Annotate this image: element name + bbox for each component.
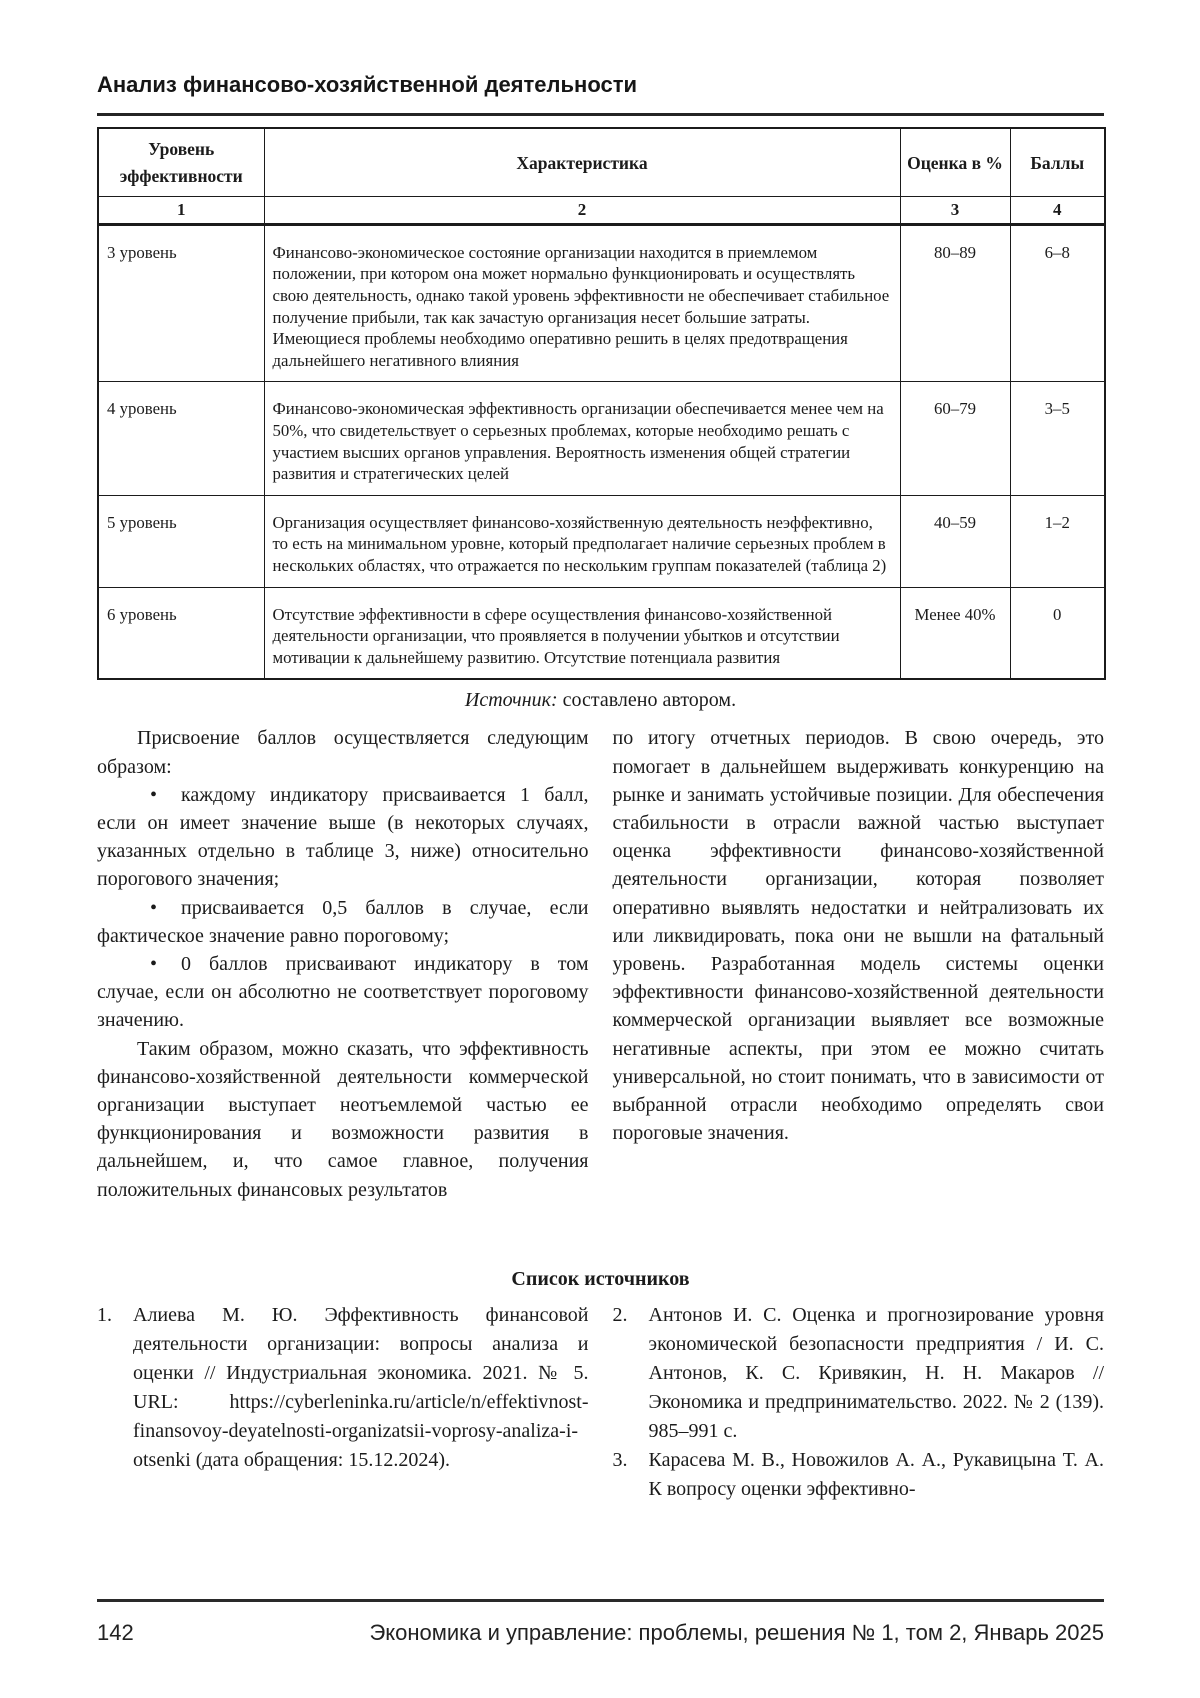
header-rule xyxy=(97,113,1104,116)
running-head-title: Анализ финансово-хозяйственной деятельности xyxy=(97,72,637,97)
col-number-3: 3 xyxy=(900,196,1010,224)
characteristic-cell: Отсутствие эффективности в сфере осуществления финансово-хозяйственной деятельности организации, что проявляется в получении убытков и отсутствии мотивации к дальнейшему развитию. Отсутствие потенциала развития xyxy=(264,587,900,679)
body-columns xyxy=(97,724,1104,1203)
col-header-score: Оценка в % xyxy=(900,128,1010,196)
source-label: Источник: xyxy=(464,689,558,712)
reference-item xyxy=(97,1301,589,1475)
col-header-characteristic: Характеристика xyxy=(264,128,900,196)
body-right-column xyxy=(613,724,1105,1203)
reference-text: Карасева М. В., Новожилов А. А., Рукавицына Т. А. К вопросу оценки эффективно- xyxy=(648,1448,1104,1500)
page-content xyxy=(97,0,1104,1504)
reference-text: Алиева М. Ю. Эффективность финансовой деятельности организации: вопросы анализа и оценки // Индустриальная экономика. 2021. № 5. URL: https://cyberleninka.ru/article/n/effektivnost-finansovoy-deyatelnosti-organizatsii-voprosy-analiza-i-otsenki (дата обращения: 15.12.2024). xyxy=(133,1303,589,1471)
score-cell: Менее 40% xyxy=(900,587,1010,679)
table-row xyxy=(98,495,1105,587)
characteristic-cell: Финансово-экономическое состояние организации находится в приемлемом положении, при котором она может нормально функционировать и осуществлять свою деятельность, однако такой уровень эффективности не обеспечивает стабильное получение прибыли, так как зачастую организация несет большие затраты. Имеющиеся проблемы необходимо оперативно решить в целях предотвращения дальнейшего негативного влияния xyxy=(264,224,900,382)
efficiency-levels-table xyxy=(97,127,1106,680)
footer-rule xyxy=(97,1599,1104,1602)
col-header-level: Уровень эффективности xyxy=(98,128,264,196)
table-body xyxy=(98,224,1105,679)
body-left-column xyxy=(97,724,589,1203)
score-cell: 60–79 xyxy=(900,382,1010,495)
bullet-icon: • xyxy=(150,896,158,919)
references-columns xyxy=(97,1301,1104,1504)
bullet-item xyxy=(97,781,589,894)
bullet-icon: • xyxy=(150,953,158,976)
col-number-4: 4 xyxy=(1010,196,1105,224)
column-number-row xyxy=(98,196,1105,224)
intro-paragraph: Присвоение баллов осуществляется следующим образом: xyxy=(97,727,589,778)
references-left-column xyxy=(97,1301,589,1504)
bullet-text: 0 баллов присваивают индикатору в том случае, если он абсолютно не соответствует пороговому значению. xyxy=(97,953,589,1032)
closing-paragraph: Таким образом, можно сказать, что эффективность финансово-хозяйственной деятельности коммерческой организации выступает неотъемлемой частью ее функционирования и возможности развития в дальнейшем, и, что самое главное, получения положительных финансовых результатов xyxy=(97,1037,589,1201)
bullet-item xyxy=(97,894,589,950)
table-row xyxy=(98,382,1105,495)
page-number: 142 xyxy=(97,1620,134,1645)
bullet-item xyxy=(97,950,589,1035)
points-cell: 1–2 xyxy=(1010,495,1105,587)
references-heading: Список источников xyxy=(511,1267,690,1290)
level-cell: 3 уровень xyxy=(98,224,264,382)
reference-item xyxy=(613,1301,1105,1446)
col-header-points: Баллы xyxy=(1010,128,1105,196)
points-cell: 0 xyxy=(1010,587,1105,679)
col-number-1: 1 xyxy=(98,196,264,224)
reference-number: 2. xyxy=(612,1303,628,1326)
points-cell: 3–5 xyxy=(1010,382,1105,495)
score-cell: 40–59 xyxy=(900,495,1010,587)
reference-number: 3. xyxy=(612,1448,628,1471)
continuation-paragraph: по итогу отчетных периодов. В свою очередь, это помогает в дальнейшем выдерживать конкуренцию на рынке и занимать устойчивые позиции. Для обеспечения стабильности в отрасли важной частью выступает оценка эффективности финансово-хозяйственной деятельности организации, которая позволяет оперативно выявлять недостатки и нейтрализовать их или ликвидировать, пока они не вышли на фатальный уровень. Разработанная модель системы оценки эффективности финансово-хозяйственной деятельности коммерческой организации выявляет все возможные негативные аспекты, при этом ее можно считать универсальной, но стоит понимать, что в зависимости от выбранной отрасли необходимо определять свои пороговые значения. xyxy=(612,727,1104,1145)
reference-item xyxy=(613,1446,1105,1504)
table-row xyxy=(98,224,1105,382)
points-cell: 6–8 xyxy=(1010,224,1105,382)
table-source-line xyxy=(97,689,1104,712)
references-right-column xyxy=(613,1301,1105,1504)
level-cell: 5 уровень xyxy=(98,495,264,587)
score-cell: 80–89 xyxy=(900,224,1010,382)
level-cell: 6 уровень xyxy=(98,587,264,679)
bullet-icon: • xyxy=(150,783,158,806)
reference-number: 1. xyxy=(97,1303,112,1326)
journal-title-line: Экономика и управление: проблемы, решения № 1, том 2, Январь 2025 xyxy=(369,1620,1104,1645)
reference-text: Антонов И. С. Оценка и прогнозирование уровня экономической безопасности предприятия / И. С. Антонов, К. С. Кривякин, Н. Н. Макаров // Экономика и предпринимательство. 2022. № 2 (139). 985–991 с. xyxy=(648,1303,1104,1442)
characteristic-cell: Финансово-экономическая эффективность организации обеспечивается менее чем на 50%, что свидетельствует о серьезных проблемах, которые необходимо решать с участием высших органов управления. Вероятность изменения общей стратегии развития и стратегических целей xyxy=(264,382,900,495)
source-text: составлено автором. xyxy=(557,689,737,712)
level-cell: 4 уровень xyxy=(98,382,264,495)
page-footer xyxy=(97,1620,1104,1646)
table-header-row xyxy=(98,128,1105,196)
bullet-text: каждому индикатору присваивается 1 балл, если он имеет значение выше (в некоторых случаях, указанных отдельно в таблице 3, ниже) относительно порогового значения; xyxy=(97,783,589,891)
characteristic-cell: Организация осуществляет финансово-хозяйственную деятельность неэффективно, то есть на минимальном уровне, который предполагает наличие серьезных проблем в нескольких областях, что отражается по нескольким группам показателей (таблица 2) xyxy=(264,495,900,587)
table-row xyxy=(98,587,1105,679)
col-number-2: 2 xyxy=(264,196,900,224)
bullet-text: присваивается 0,5 баллов в случае, если фактическое значение равно пороговому; xyxy=(97,896,589,947)
table-head xyxy=(98,128,1105,224)
